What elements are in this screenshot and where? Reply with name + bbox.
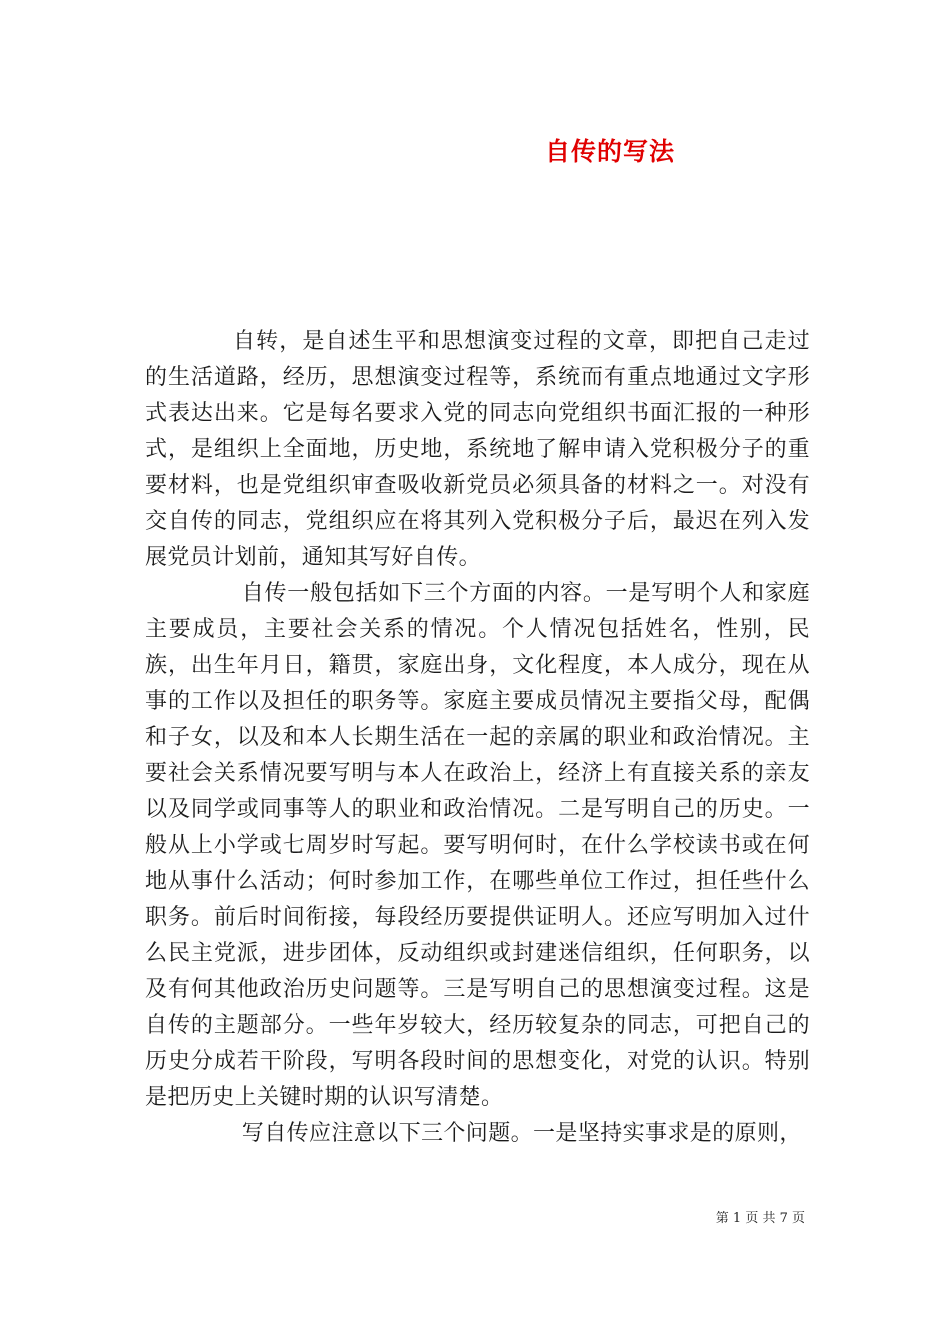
document-title: 自传的写法	[544, 137, 675, 166]
paragraph-3: 写自传应注意以下三个问题。一是坚持实事求是的原则，	[241, 1121, 802, 1146]
paragraph-1: 自转，是自述生平和思想演变过程的文章，即把自己走过的生活道路，经历，思想演变过程等，系统而有重点地通过文字形式表达出来。它是每名要求入党的同志向党组织书面汇报的一种形式，是组织上全面地，历史地，系统地了解申请入党积极分子的重要材料，也是党组织审查吸收新党员必须具备的材料之一。对没有交自传的同志，党组织应在将其列入党积极分子后，最迟在列入发展党员计划前，通知其写好自传。	[145, 329, 810, 570]
document-body	[145, 324, 810, 1152]
page-number-footer: 第 1 页 共 7 页	[715, 1211, 805, 1226]
paragraph-2: 自传一般包括如下三个方面的内容。一是写明个人和家庭主要成员，主要社会关系的情况。个人情况包括姓名，性别，民族，出生年月日，籍贯，家庭出身，文化程度，本人成分，现在从事的工作以及担任的职务等。家庭主要成员情况主要指父母，配偶和子女，以及和本人长期生活在一起的亲属的职业和政治情况。主要社会关系情况要写明与本人在政治上，经济上有直接关系的亲友以及同学或同事等人的职业和政治情况。二是写明自己的历史。一般从上小学或七周岁时写起。要写明何时，在什么学校读书或在何地从事什么活动；何时参加工作，在哪些单位工作过，担任些什么职务。前后时间衔接，每段经历要提供证明人。还应写明加入过什么民主党派，进步团体，反动组织或封建迷信组织，任何职务，以及有何其他政治历史问题等。三是写明自己的思想演变过程。这是自传的主题部分。一些年岁较大，经历较复杂的同志，可把自己的历史分成若干阶段，写明各段时间的思想变化，对党的认识。特别是把历史上关键时期的认识写清楚。	[145, 581, 810, 1110]
